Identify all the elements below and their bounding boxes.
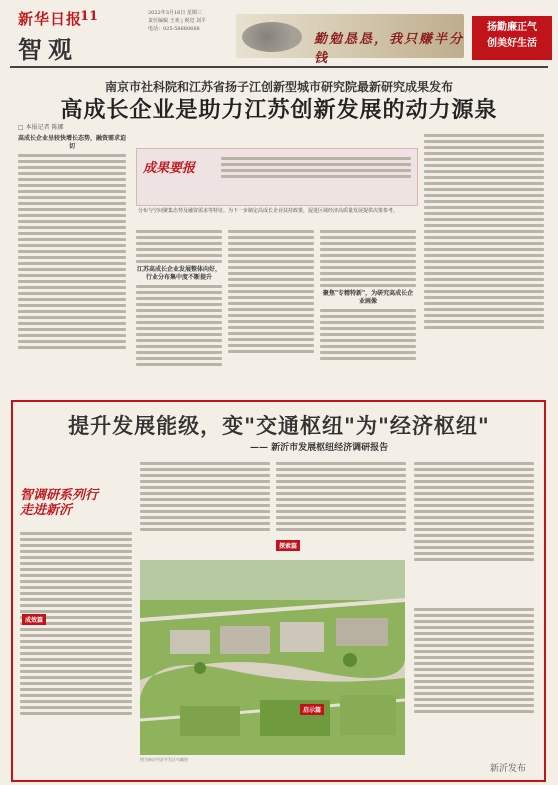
photo-caption: 图为新沂经济开发区鸟瞰图 (140, 757, 188, 762)
feature-column (414, 606, 534, 756)
kicker: 南京市社科院和江苏省扬子江创新型城市研究院最新研究成果发布 (104, 80, 453, 94)
banner-text: 勤勉恳恳，我只赚半分钱 (314, 32, 465, 66)
section-tag: 成效篇 (22, 614, 46, 625)
slogan-box (472, 16, 552, 60)
article-column (228, 228, 314, 393)
series-logo: 智调研系列行走进新沂 (20, 488, 99, 518)
feature-column (140, 460, 270, 556)
aerial-photo-image (140, 560, 405, 755)
paper-name: 新华日报 (18, 10, 83, 28)
aerial-photo (140, 560, 405, 755)
feature-headline: 提升发展能级，变"交通枢纽"为"经济枢纽" (68, 413, 490, 438)
ad-banner (236, 14, 465, 66)
page-number: 11 (80, 9, 99, 24)
byline: □ 本报记者 陈娜 (18, 124, 64, 131)
banner-image (242, 22, 302, 52)
article-column (18, 132, 126, 392)
section-title: 智观 (18, 35, 78, 64)
headline: 高成长企业是助力江苏创新发展的动力源泉 (60, 97, 498, 123)
issue-info: 2022年3月16日 星期三 责任编辑 王欢 | 视觉 刘平 电话：025-58680688 (148, 10, 207, 32)
article-column (424, 132, 544, 394)
slogan-text: 扬勤廉正气 创美好生活 (487, 22, 537, 49)
article-column (320, 228, 416, 393)
section-tag: 探索篇 (276, 540, 300, 551)
summary-box (136, 148, 418, 206)
subhead: 聚焦"专精特新"，为研究高成长企业画像 (322, 290, 414, 305)
masthead (0, 0, 558, 66)
summary-logo: 成果要报 (143, 161, 196, 176)
section-tag: 启示篇 (300, 704, 324, 715)
summary-body (221, 155, 411, 181)
subhead: 江苏高成长企业发展整体向好，行业分布集中度不断提升 (136, 266, 221, 281)
source-logo: 新沂发布 (490, 764, 527, 774)
divider (10, 66, 548, 68)
feature-column (20, 530, 132, 775)
feature-column (414, 460, 534, 600)
summary-strip: 分布与空间聚集态势及融资需求等特征。为下一步制定高成长企业扶持政策，促进区域经济高质量发展提供决策参考。 (138, 208, 399, 214)
feature-subtitle: —— 新沂市发展枢纽经济调研报告 (250, 443, 389, 453)
article-column (136, 228, 222, 393)
subhead: 高成长企业呈较快增长态势，融资需求迫切 (18, 135, 126, 150)
